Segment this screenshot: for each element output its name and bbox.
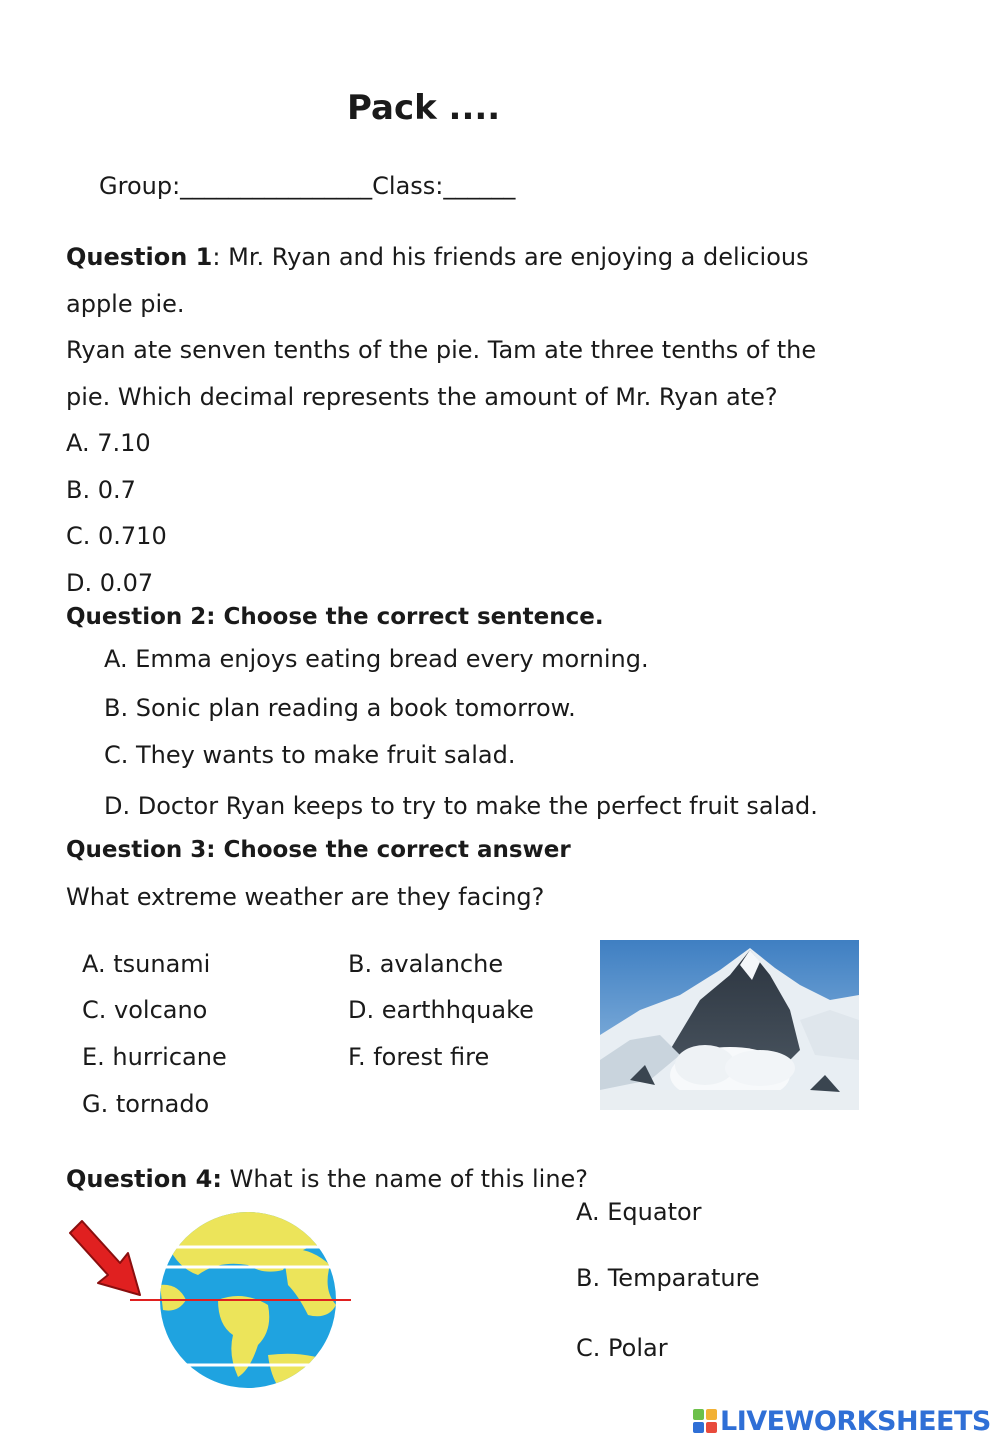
- q3-option-g[interactable]: G. tornado: [82, 1090, 210, 1118]
- red-arrow-icon: [70, 1221, 140, 1295]
- q4-option-c[interactable]: C. Polar: [576, 1334, 668, 1362]
- question-4-line: [66, 1164, 588, 1194]
- question-1-text-1: : Mr. Ryan and his friends are enjoying a delicious: [212, 243, 809, 271]
- q3-option-f[interactable]: F. forest fire: [348, 1043, 490, 1071]
- q3-option-e[interactable]: E. hurricane: [82, 1043, 227, 1071]
- question-4-label: Question 4:: [66, 1165, 222, 1193]
- page-title: Pack ....: [347, 88, 501, 128]
- q1-option-a[interactable]: A. 7.10: [66, 429, 151, 457]
- question-3-prompt: What extreme weather are they facing?: [66, 883, 545, 911]
- q1-option-d[interactable]: D. 0.07: [66, 569, 154, 597]
- q2-option-b[interactable]: B. Sonic plan reading a book tomorrow.: [104, 694, 576, 722]
- liveworksheets-brand-text: LIVEWORKSHEETS: [720, 1405, 991, 1437]
- avalanche-mountain-image: [600, 940, 859, 1110]
- question-3-title: Question 3: Choose the correct answer: [66, 837, 571, 863]
- q1-option-c[interactable]: C. 0.710: [66, 522, 167, 550]
- liveworksheets-logo: [692, 1404, 991, 1438]
- group-class-field[interactable]: Group:________________Class:______: [99, 172, 516, 200]
- question-4-prompt: What is the name of this line?: [221, 1165, 589, 1193]
- globe-diagram: [68, 1205, 368, 1405]
- q2-option-d[interactable]: D. Doctor Ryan keeps to try to make the perfect fruit salad.: [104, 792, 818, 820]
- q2-option-c[interactable]: C. They wants to make fruit salad.: [104, 741, 516, 769]
- q3-option-b[interactable]: B. avalanche: [348, 950, 504, 978]
- q3-option-a[interactable]: A. tsunami: [82, 950, 211, 978]
- avalanche-photo: [600, 940, 859, 1110]
- q4-option-b[interactable]: B. Temparature: [576, 1264, 760, 1292]
- question-1-line-2: apple pie.: [66, 290, 185, 318]
- q4-option-a[interactable]: A. Equator: [576, 1198, 702, 1226]
- question-1-line-1: [66, 242, 809, 272]
- question-1-line-3: Ryan ate senven tenths of the pie. Tam ate three tenths of the: [66, 336, 817, 364]
- q1-option-b[interactable]: B. 0.7: [66, 476, 136, 504]
- liveworksheets-logo-icon: [692, 1408, 718, 1434]
- question-1-line-4: pie. Which decimal represents the amount of Mr. Ryan ate?: [66, 383, 778, 411]
- q2-option-a[interactable]: A. Emma enjoys eating bread every morning.: [104, 645, 649, 673]
- question-1-label: Question 1: [66, 243, 213, 271]
- q3-option-d[interactable]: D. earthhquake: [348, 996, 534, 1024]
- question-2-title: Question 2: Choose the correct sentence.: [66, 604, 604, 630]
- q3-option-c[interactable]: C. volcano: [82, 996, 208, 1024]
- globe-with-equator-arrow: [68, 1205, 368, 1405]
